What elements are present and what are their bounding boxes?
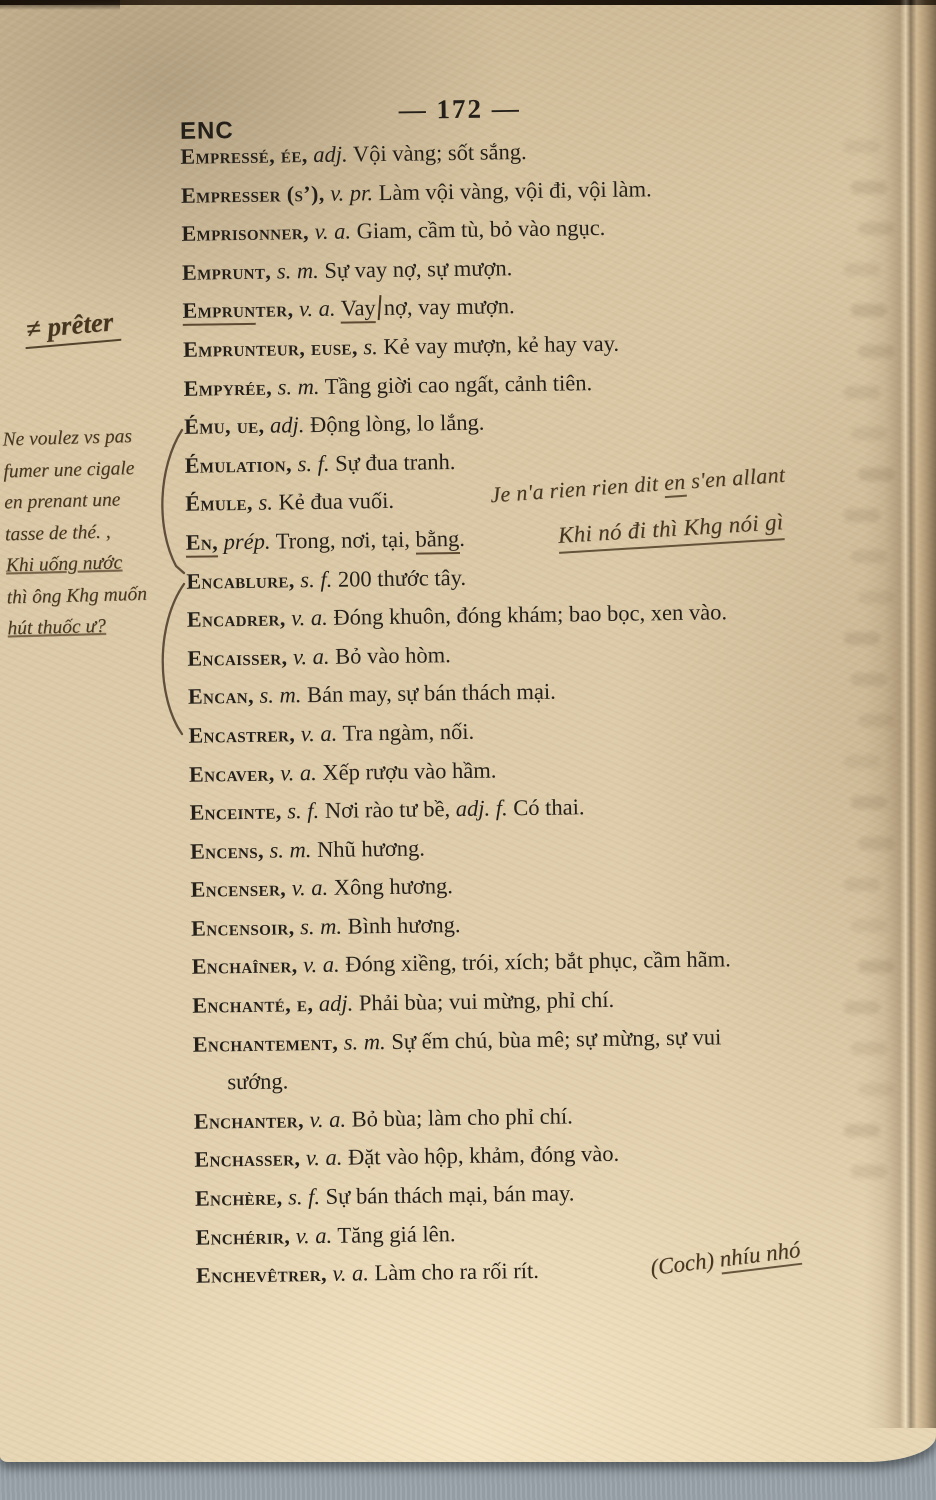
- entry-definition: Nhũ hương.: [311, 835, 426, 862]
- entry-headword: Encensoir,: [191, 914, 295, 941]
- entry-headword: Encaisser,: [187, 644, 288, 671]
- entry-definition: Sự ếm chú, bùa mê; sự mừng, sự vui: [385, 1024, 722, 1054]
- entry-headword: Encablure,: [186, 566, 295, 594]
- entry-headword: Enceinte,: [189, 798, 282, 825]
- entry-definition: Sự đua tranh.: [329, 448, 456, 476]
- entry-definition: Làm vội vàng, vội đi, vội làm.: [372, 175, 652, 205]
- page-top-edge: [0, 0, 936, 5]
- entry-headword: Enchevêtrer,: [195, 1261, 328, 1288]
- entry-headword: Encens,: [189, 837, 265, 864]
- entry-headword: Encaver,: [188, 760, 275, 787]
- entry-grammar: v. a.: [287, 643, 330, 670]
- entry-grammar: s. m.: [271, 257, 319, 284]
- entry-headword: Emprunt,: [181, 258, 272, 285]
- page-number: — 172 —: [398, 93, 521, 125]
- entry-headword-underlined: Emprun: [182, 297, 255, 326]
- entry-definition: Động lòng, lo lắng.: [304, 409, 485, 438]
- entry-grammar: v. pr.: [324, 179, 374, 206]
- bottom-note-underlined: nhíu nhó: [718, 1237, 802, 1275]
- entry-headword: ter,: [255, 296, 294, 323]
- entry-grammar: v. a.: [274, 759, 317, 786]
- entry-headword: Empressé, ée,: [180, 142, 308, 169]
- entry-definition: Xông hương.: [328, 873, 454, 901]
- entry-grammar: s. m.: [271, 373, 320, 400]
- entry-grammar: s. f.: [282, 1184, 321, 1210]
- entry-definition: Tầng giời cao ngất, cảnh tiên.: [319, 369, 593, 399]
- entry-grammar: v. a.: [293, 296, 336, 322]
- entry-headword: Encan,: [187, 683, 255, 710]
- bottom-note-source: (Coch): [648, 1246, 722, 1281]
- entry-headword: Ému, ue,: [184, 412, 265, 439]
- entry-headword: Enchaîner,: [191, 952, 298, 980]
- entry-definition: Kẻ vay mượn, kẻ hay vay.: [377, 330, 620, 360]
- entry-headword: Encenser,: [190, 875, 287, 903]
- entry-headword: Enchantement,: [192, 1029, 339, 1057]
- page-top-corner-shadow: [0, 0, 120, 10]
- entry-grammar: v. a.: [308, 218, 352, 245]
- entry-definition: Bỏ bùa; làm cho phỉ chí.: [345, 1103, 573, 1132]
- entry-grammar: s.: [357, 334, 378, 360]
- entry-grammar: v. a.: [295, 720, 338, 747]
- margin-note-line: Ne voulez vs pas: [2, 426, 133, 451]
- entry-headword: Empyrée,: [183, 374, 273, 401]
- margin-note-line: en prenant une: [3, 489, 121, 514]
- entry-grammar: v. a.: [285, 875, 329, 901]
- entry-definition: Xếp rượu vào hầm.: [316, 756, 497, 785]
- entry-grammar: adj.: [313, 990, 354, 1017]
- entry-definition: Nơi rào tư bề,: [319, 796, 456, 824]
- entry-definition-underlined: Vay: [341, 296, 376, 324]
- entry-grammar: s. m.: [294, 913, 343, 940]
- entry-grammar: v. a.: [326, 1260, 370, 1287]
- entry-definition-underlined: bằng: [415, 526, 459, 555]
- entry-definition: Có thai.: [507, 794, 585, 821]
- interline-french-pre: Je n'a rien rien dit: [489, 470, 665, 508]
- entry-headword: Emprisonner,: [181, 219, 310, 247]
- entry-definition: Làm cho ra rối rít.: [368, 1258, 540, 1286]
- entry-headword: Émule,: [185, 490, 254, 517]
- entry-headword: Encastrer,: [188, 721, 296, 748]
- entry-grammar: s. f.: [281, 798, 320, 824]
- entry-definition: sướng.: [227, 1068, 289, 1095]
- entry-headword: Enchère,: [194, 1184, 283, 1211]
- entry-headword: Encadrer,: [186, 605, 286, 632]
- entry-headword: Enchanter,: [193, 1107, 305, 1134]
- entry-grammar: s. m.: [263, 836, 312, 863]
- entry-definition: Đóng khuôn, đóng khám; bao bọc, xen vào.: [327, 599, 728, 630]
- interline-note-vietnamese: Khi nó đi thì Khg nói gì: [557, 509, 784, 554]
- entry-definition: Bình hương.: [341, 911, 461, 939]
- entry-definition: Bán may, sự bán thách mại.: [301, 678, 556, 708]
- entry-definition: Tra ngàm, nối.: [337, 718, 475, 746]
- margin-note-line: hút thuốc ư?: [7, 615, 107, 640]
- entry-definition: Kẻ đua vuối.: [272, 488, 395, 515]
- entry-grammar: s. m.: [338, 1028, 386, 1055]
- margin-note-prefer: ≠ prêter: [23, 306, 121, 349]
- entry-grammar: v. a.: [285, 604, 328, 631]
- entry-definition: Đóng xiềng, trói, xích; bắt phục, cầm hãm.: [339, 946, 731, 978]
- entry-grammar: adj.: [264, 412, 305, 438]
- entry-headword: Empresser (s’),: [180, 180, 325, 208]
- entry-headword: Enchérir,: [195, 1223, 291, 1250]
- entry-grammar: adj. f.: [455, 795, 508, 822]
- entry-grammar: s.: [252, 489, 274, 516]
- entry-grammar: s. f.: [291, 450, 330, 477]
- entry-definition: .: [459, 525, 466, 551]
- entry-definition: Sự vay nợ, sự mượn.: [318, 255, 513, 283]
- margin-note-line: fumer une cigale: [3, 457, 135, 482]
- entry-grammar: v. a.: [303, 1106, 347, 1133]
- entry-definition: Sự bán thách mại, bán may.: [319, 1180, 575, 1210]
- entry-definition: 200 thước tây.: [332, 564, 467, 592]
- entry-headword: Emprunteur, euse,: [182, 334, 358, 362]
- entry-definition: Đặt vào hộp, khảm, đóng vào.: [342, 1141, 620, 1171]
- entry-definition: Vội vàng; sốt sắng.: [347, 139, 527, 167]
- entry-lines: [180, 134, 926, 1302]
- handwritten-brace-icon: [146, 426, 192, 742]
- entry-definition: Bỏ vào hòm.: [329, 641, 451, 669]
- entry-grammar: prép.: [217, 528, 271, 555]
- interline-french-post: s'en allant: [684, 461, 786, 494]
- entry-grammar: v. a.: [300, 1145, 343, 1171]
- entry-grammar: adj.: [307, 141, 348, 168]
- entry-grammar: v. a.: [289, 1222, 333, 1249]
- entry-headword: Enchanté, e,: [192, 991, 314, 1018]
- entry-definition: Giam, cầm tù, bỏ vào ngục.: [350, 215, 606, 244]
- entry-grammar: s. f.: [294, 566, 333, 592]
- entry-headword: Émulation,: [184, 451, 293, 478]
- entry-grammar: v. a.: [297, 952, 340, 978]
- entry-definition: Trong, nơi, tại,: [270, 526, 416, 554]
- entry-headword-underlined: En,: [186, 529, 219, 557]
- handwritten-stroke: [378, 295, 382, 320]
- margin-note-line: Khi uống nước: [5, 552, 123, 577]
- section-label: ENC: [179, 117, 234, 145]
- margin-note-line: thì ông Khg muốn: [6, 583, 148, 608]
- entry-definition: Phải bùa; vui mừng, phỉ chí.: [353, 986, 615, 1016]
- interline-french-underlined: en: [663, 469, 686, 498]
- entry-grammar: s. m.: [253, 682, 302, 709]
- entry-headword: Enchasser,: [194, 1145, 301, 1173]
- margin-note-line: tasse de thé. ,: [4, 521, 111, 545]
- entry-definition: nợ, vay mượn.: [383, 293, 515, 321]
- entry-definition: Tăng giá lên.: [332, 1220, 456, 1248]
